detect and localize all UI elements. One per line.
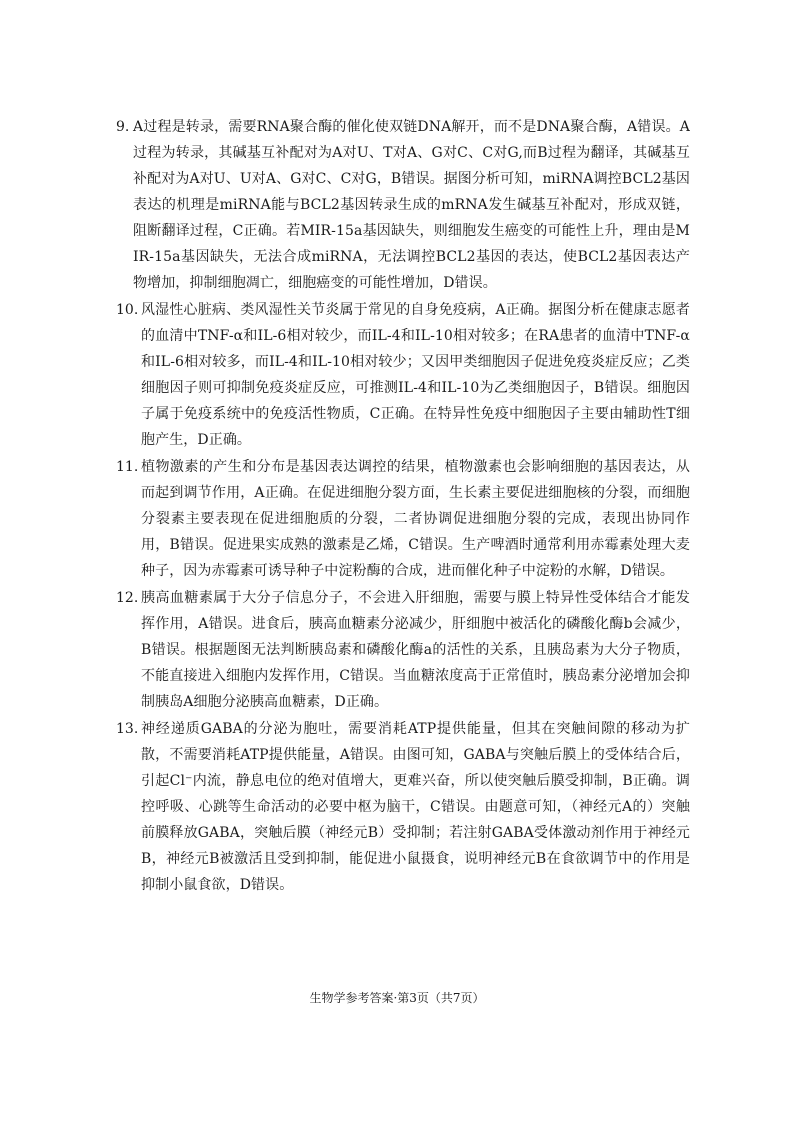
answer-list [116, 114, 690, 899]
answer-item-11 [116, 454, 690, 584]
answer-number: 9. [116, 119, 130, 135]
answer-number: 13. [116, 721, 139, 737]
answer-text: 胰高血糖素属于大分子信息分子，不会进入肝细胞，需要与膜上特异性受体结合才能发挥作用，A错误。进食后，胰高血糖素分泌减少，肝细胞中被活化的磷酸化酶b会减少，B错误。根据题图无法判断胰岛素和磷酸化酶a的活性的关系，且胰岛素为大分子物质，不能直接进入细胞内发挥作用，C错误。当血糖浓度高于正常值时，胰岛素分泌增加会抑制胰岛A细胞分泌胰高血糖素，D正确。 [141, 590, 690, 710]
answer-text: 神经递质GABA的分泌为胞吐，需要消耗ATP提供能量，但其在突触间隙的移动为扩散，不需要消耗ATP提供能量，A错误。由图可知，GABA与突触后膜上的受体结合后，引起Cl⁻内流，静息电位的绝对值增大，更难兴奋，所以使突触后膜受抑制，B正确。调控呼吸、心跳等生命活动的必要中枢为脑干，C错误。由题意可知，（神经元A的）突触前膜释放GABA，突触后膜（神经元B）受抑制；若注射GABA受体激动剂作用于神经元B，神经元B被激活且受到抑制，能促进小鼠摄食，说明神经元B在食欲调节中的作用是抑制小鼠食欲，D错误。 [141, 721, 690, 893]
answer-number: 11. [116, 459, 139, 475]
answer-item-13 [116, 716, 690, 898]
answer-number: 12. [116, 590, 139, 606]
answer-item-12 [116, 585, 690, 715]
page-footer: 生物学参考答案·第3页（共7页） [309, 991, 485, 1005]
answer-item-9 [116, 114, 690, 296]
answer-text: 植物激素的产生和分布是基因表达调控的结果，植物激素也会影响细胞的基因表达，从而起到调节作用，A正确。在促进细胞分裂方面，生长素主要促进细胞核的分裂，而细胞分裂素主要表现在促进细胞质的分裂，二者协调促进细胞分裂的完成，表现出协同作用，B错误。促进果实成熟的激素是乙烯，C错误。生产啤酒时通常利用赤霉素处理大麦种子，因为赤霉素可诱导种子中淀粉酶的合成，进而催化种子中淀粉的水解，D错误。 [141, 459, 690, 579]
answer-text: 风湿性心脏病、类风湿性关节炎属于常见的自身免疫病，A正确。据图分析在健康志愿者的血清中TNF-α和IL-6相对较少，而IL-4和IL-10相对较多；在RA患者的血清中TNF-α和IL-6相对较多，而IL-4和IL-10相对较少；又因甲类细胞因子促进免疫炎症反应；乙类细胞因子则可抑制免疫炎症反应，可推测IL-4和IL-10为乙类细胞因子，B错误。细胞因子属于免疫系统中的免疫活性物质，C正确。在特异性免疫中细胞因子主要由辅助性T细胞产生，D正确。 [141, 302, 690, 448]
answer-text: A过程是转录，需要RNA聚合酶的催化使双链DNA解开，而不是DNA聚合酶，A错误。A过程为转录，其碱基互补配对为A对U、T对A、G对C、C对G,而B过程为翻译，其碱基互补配对为A对U、U对A、G对C、C对G，B错误。据图分析可知，miRNA调控BCL2基因表达的机理是miRNA能与BCL2基因转录生成的mRNA发生碱基互补配对，形成双链，阻断翻译过程，C正确。若MIR-15a基因缺失，则细胞发生癌变的可能性上升，理由是MIR-15a基因缺失，无法合成miRNA，无法调控BCL2基因的表达，使BCL2基因表达产物增加，抑制细胞凋亡，细胞癌变的可能性增加，D错误。 [133, 119, 690, 291]
answer-item-10 [116, 297, 690, 453]
answer-number: 10. [116, 302, 139, 318]
